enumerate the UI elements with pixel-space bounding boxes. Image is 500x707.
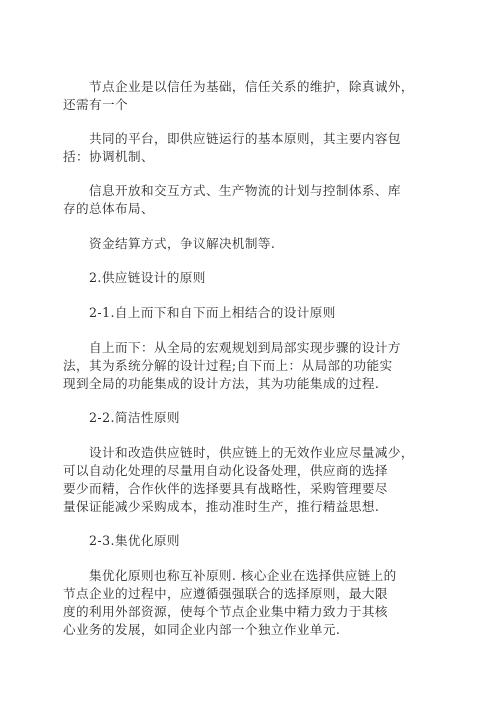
heading-text: 2-3.集优化原则 (89, 533, 180, 548)
text-line: 量保证能减少采购成本，推动准时生产，推行精益思想. (63, 499, 380, 514)
text-line: 还需有一个 (63, 97, 128, 112)
paragraph-node-trust (63, 78, 428, 114)
text-line: 节点企业的过程中，应遵循强强联合的选择原则，最大限 (63, 586, 388, 601)
paragraph-common-platform (63, 130, 428, 166)
paragraph-top-down (63, 339, 428, 393)
text-line: 存的总体布局、 (63, 201, 154, 216)
text-line: 共同的平台，即供应链运行的基本原则，其主要内容包 (89, 131, 401, 146)
text-line: 度的利用外部资源，使每个节点企业集中精力致力于其核 (63, 604, 388, 619)
text-line: 集优化原则也称互补原则. 核心企业在选择供应链上的 (89, 568, 397, 583)
text-line: 心业务的发展，如同企业内部一个独立作业单元. (63, 622, 341, 637)
text-line: 节点企业是以信任为基础，信任关系的维护，除真诚外， (89, 79, 414, 94)
text-line: 括：协调机制、 (63, 149, 154, 164)
text-line: 信息开放和交互方式、生产物流的计划与控制体系、库 (89, 183, 401, 198)
paragraph-info-exchange (63, 182, 428, 218)
paragraph-settlement (76, 235, 428, 253)
heading-text: 2-2.简洁性原则 (89, 410, 180, 425)
text-line: 可以自动化处理的尽量用自动化设备处理，供应商的选择 (63, 463, 388, 478)
text-line: 现到全局的功能集成的设计方法，其为功能集成的过程. (63, 376, 380, 391)
subsection-heading-top-down-bottom-up (76, 304, 428, 322)
text-line: 设计和改造供应链时，供应链上的无效作业应尽量减少， (89, 445, 414, 460)
subsection-heading-simplicity (76, 409, 428, 427)
subsection-heading-optimization (76, 532, 428, 550)
heading-text: 2-1.自上而下和自下而上相结合的设计原则 (89, 305, 336, 320)
text-line: 法，其为系统分解的设计过程;自下而上：从局部的功能实 (63, 358, 393, 373)
text-line: 自上而下：从全局的宏观规划到局部实现步骤的设计方 (89, 340, 401, 355)
heading-text: 2.供应链设计的原则 (89, 270, 206, 285)
text-line: 资金结算方式，争议解决机制等. (89, 236, 276, 251)
paragraph-simplicity (63, 444, 428, 516)
paragraph-optimization (63, 567, 428, 639)
text-line: 要少而精，合作伙伴的选择要具有战略性，采购管理要尽 (63, 481, 388, 496)
section-heading-design-principles (76, 269, 428, 287)
